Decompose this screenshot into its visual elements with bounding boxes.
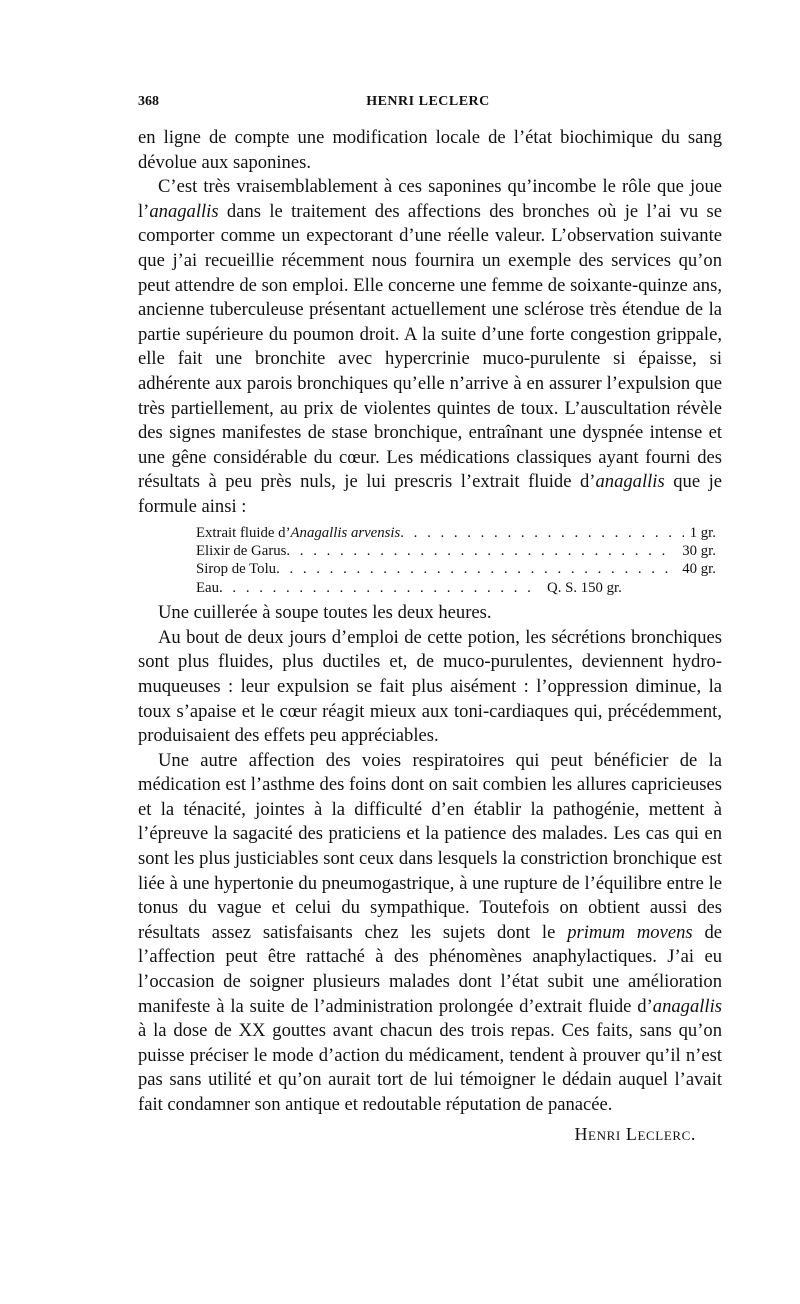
article-body (138, 126, 722, 1146)
ingredient-quantity: 1 gr. (689, 524, 716, 541)
paragraph-asthma (138, 749, 722, 1118)
text-span: de l’affection peut être rattaché à des phénomènes anaphylactiques. J’ai eu l’occasion de soigner plusieurs malades dont l’état subit une amélioration manifeste à la suite de l’administration prolongée d’extrait fluide d’ (138, 921, 723, 1017)
text-span: à la dose de XX gouttes avant chacun des trois repas. Ces faits, sans qu’on puisse préciser le mode d’action du médicament, tendent à prouver qu’il n’est pas sans utilité et qu’on aurait tort de lui témoigner le dédain auquel l’avait fait condamner son antique et redoutable réputation de panacée. (138, 1020, 722, 1115)
italic-term: Anagallis arvensis (290, 524, 401, 541)
italic-term: primum movens (567, 921, 693, 943)
leader-dots (276, 560, 676, 578)
italic-term: anagallis (652, 995, 722, 1017)
ingredient-name (196, 524, 400, 542)
leader-dots (286, 542, 676, 560)
text-span: dans le traitement des affections des bronches où je l’ai vu se comporter comme un expectorant d’une réelle valeur. L’observation suivante que j’ai recueillie récemment nous fournira un exemple des services qu’on peut attendre de son emploi. Elle concerne une femme de soixante-quinze ans, ancienne tuberculeuse présentant actuellement une sclérose très étendue de la partie supérieure du poumon droit. A la suite d’une forte congestion grippale, elle fait une bronchite avec hypercrinie muco-purulente si épaisse, si adhérente aux parois bronchiques qu’elle n’arrive à en assurer l’expulsion que très partiellement, au prix de violentes quintes de toux. L’auscultation révèle des signes manifestes de stase bronchique, entraînant une dyspnée intense et une gêne considérable du cœur. Les médications classiques ayant fourni des résultats à peu près nuls, je lui prescris l’extrait fluide d’ (138, 200, 722, 493)
prescription-row (196, 542, 716, 560)
running-title: HENRI LECLERC (366, 94, 490, 109)
ingredient-name: Sirop de Tolu (196, 561, 277, 578)
prescription-row (196, 524, 716, 542)
ingredient-quantity: Q. S. 150 gr. (547, 579, 622, 596)
text-span: que je formule ainsi : (138, 471, 723, 517)
paragraph-saponines (138, 175, 722, 519)
ingredient-quantity: 40 gr. (682, 561, 716, 578)
paragraph-results: Au bout de deux jours d’emploi de cette potion, les sécrétions bronchiques sont plus fluides, plus ductiles et, de muco-purulentes, deviennent hydro-muqueuses : leur expulsion se fait plus aisément : l’oppression diminue, la toux s’apaise et le cœur réagit mieux aux toni-cardiaques qui, précédemment, produisaient des effets peu appréciables. (138, 626, 722, 747)
text-span: Extrait fluide d’ (196, 524, 291, 541)
ingredient-quantity: 30 gr. (682, 542, 716, 559)
text-span: C’est très vraisemblablement à ces saponines qu’incombe le rôle que joue l’ (138, 176, 722, 222)
paragraph-dosage: Une cuillerée à soupe toutes les deux heures. (158, 602, 492, 624)
prescription-formula (196, 524, 716, 598)
leader-dots (219, 579, 541, 597)
text-span: Une autre affection des voies respiratoires qui peut bénéficier de la médication est l’asthme des foins dont on sait combien les allures capricieuses et la ténacité, jointes à la difficulté d’en établir la pathogénie, mettent à l’épreuve la sagacité des praticiens et la patience des malades. Les cas qui en sont les plus justiciables sont ceux dans lesquels la constriction bronchique est liée à une hypertonie du pneumogastrique, à une rupture de l’équilibre entre le tonus du vague et celui du sympathique. Toutefois on obtient aussi des résultats assez satisfaisants chez les sujets dont le (138, 749, 722, 943)
prescription-row (196, 560, 716, 578)
paragraph-continuation: en ligne de compte une modification locale de l’état biochimique du sang dévolue aux saponines. (138, 127, 722, 173)
leader-dots (400, 524, 683, 542)
italic-term: anagallis (595, 471, 665, 493)
italic-term: anagallis (149, 200, 219, 222)
author-signature: Henri Leclerc. (574, 1123, 696, 1144)
page-number: 368 (138, 94, 159, 109)
page-header (138, 94, 718, 114)
prescription-row (196, 579, 716, 597)
ingredient-name: Eau (196, 579, 220, 596)
ingredient-name: Elixir de Garus (196, 542, 287, 559)
